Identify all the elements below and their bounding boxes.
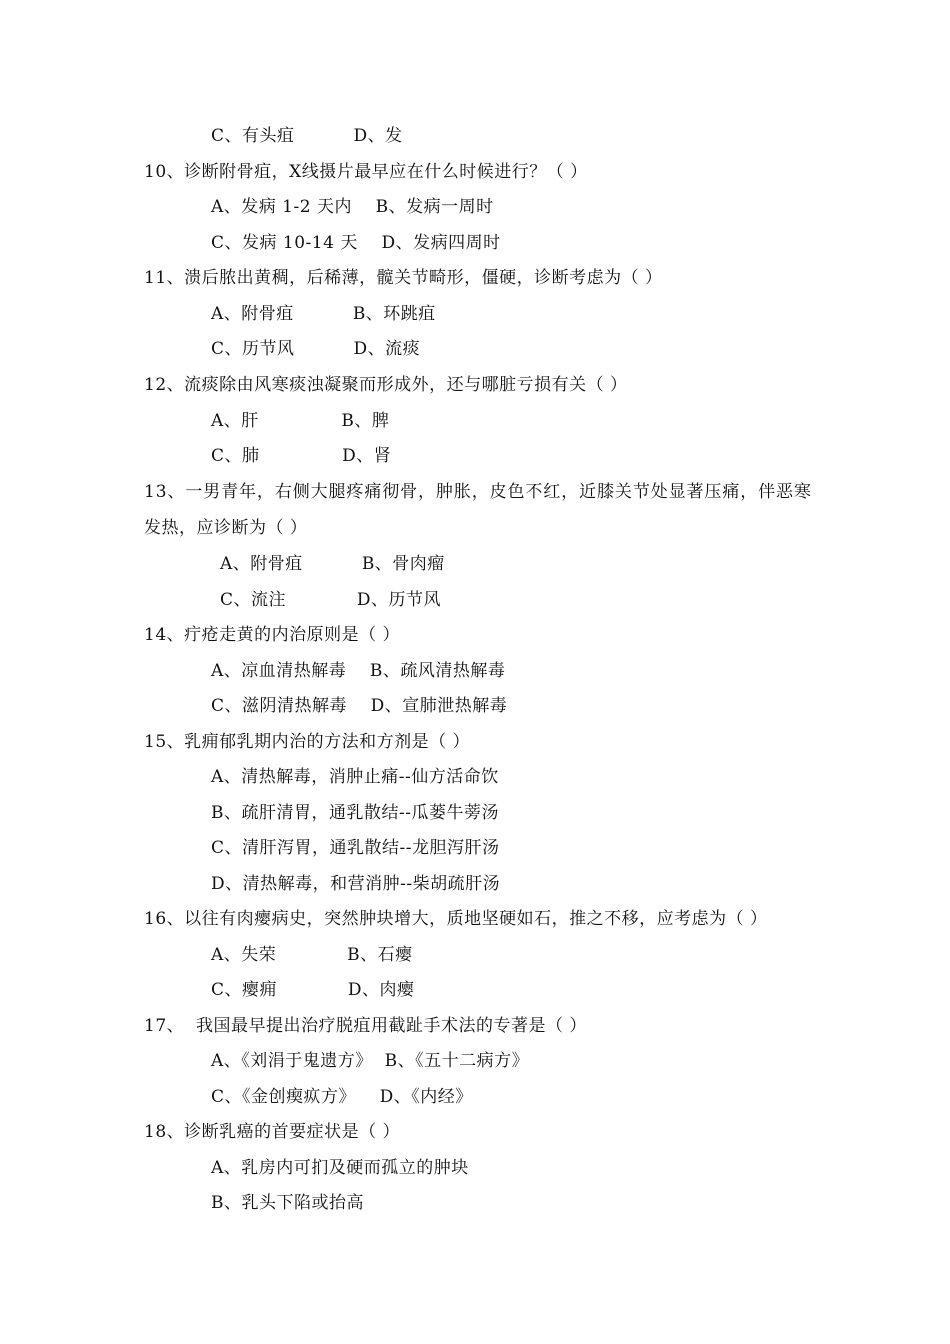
question-17: 17、 我国最早提出治疗脱疽用截趾手术法的专著是（ ） [144,1016,587,1036]
question-10: 10、诊断附骨疽，X线摄片最早应在什么时候进行？（ ） [144,162,588,182]
question-9-options-c-d: C、有头疽 D、发 [211,126,403,146]
question-13: 13、一男青年，右侧大腿疼痛彻骨，肿胀，皮色不红，近膝关节处显著压痛，伴恶寒 [144,482,812,502]
question-10-options-a-b: A、发病 1-2 天内 B、发病一周时 [211,197,494,217]
question-12: 12、流痰除由风寒痰浊凝聚而形成外，还与哪脏亏损有关（ ） [144,375,628,395]
question-11-options-a-b: A、附骨疽 B、环跳疽 [211,304,436,324]
question-14-options-a-b: A、凉血清热解毒 B、疏风清热解毒 [211,661,506,681]
question-13-options-c-d: C、流注 D、历节风 [220,590,441,610]
question-16: 16、以往有肉瘿病史，突然肿块增大，质地坚硬如石，推之不移，应考虑为（ ） [144,909,768,929]
question-12-options-a-b: A、肝 B、脾 [211,411,390,431]
question-12-options-c-d: C、肺 D、肾 [211,446,392,466]
question-13-continued: 发热，应诊断为（ ） [144,518,308,538]
question-10-options-c-d: C、发病 10-14 天 D、发病四周时 [211,233,501,253]
question-13-options-a-b: A、附骨疽 B、骨肉瘤 [220,554,445,574]
question-18-option-a: A、乳房内可扪及硬而孤立的肿块 [211,1158,469,1178]
question-16-options-a-b: A、失荣 B、石瘿 [211,945,413,965]
question-16-options-c-d: C、瘿痈 D、肉瘿 [211,980,415,1000]
question-15-option-c: C、清肝泻胃，通乳散结--龙胆泻肝汤 [211,838,500,858]
question-15: 15、乳痈郁乳期内治的方法和方剂是（ ） [144,732,471,752]
question-14: 14、疔疮走黄的内治原则是（ ） [144,625,401,645]
question-17-options-a-b: A、《刘涓于鬼遗方》 B、《五十二病方》 [211,1051,530,1071]
question-17-options-c-d: C、《金创瘈疭方》 D、《内经》 [211,1087,473,1107]
question-15-option-a: A、清热解毒，消肿止痛--仙方活命饮 [211,767,499,787]
question-11: 11、溃后脓出黄稠，后稀薄，髋关节畸形，僵硬，诊断考虑为（ ） [144,268,663,288]
question-18: 18、诊断乳癌的首要症状是（ ） [144,1122,401,1142]
question-11-options-c-d: C、历节风 D、流痰 [211,339,421,359]
question-14-options-c-d: C、滋阴清热解毒 D、宣肺泄热解毒 [211,696,508,716]
question-15-option-b: B、疏肝清胃，通乳散结--瓜蒌牛蒡汤 [211,803,499,823]
question-15-option-d: D、清热解毒，和营消肿--柴胡疏肝汤 [211,874,501,894]
question-18-option-b: B、乳头下陷或抬高 [211,1193,364,1213]
